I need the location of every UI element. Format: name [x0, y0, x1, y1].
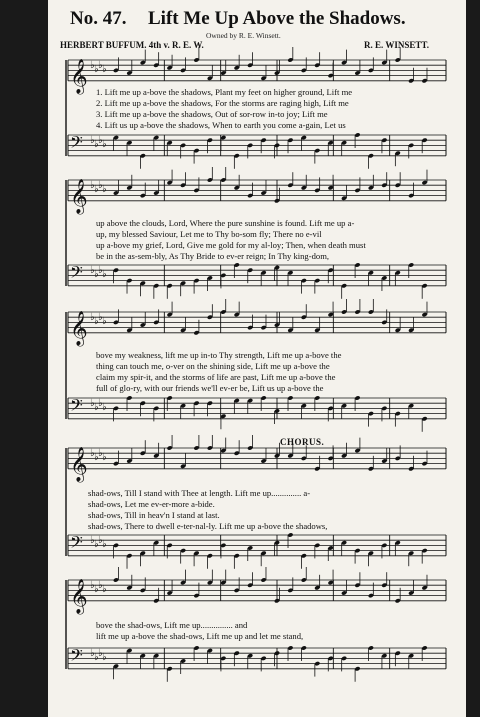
treble-clef: 𝄞	[70, 578, 88, 614]
lyric-line-2: lift me up a-bove the shad-ows, Lift me up and let me stand,	[96, 631, 304, 641]
flat-sign: ♭	[102, 652, 107, 663]
flat-sign: ♭	[94, 269, 99, 280]
lyric-verse-2: 2. Lift me up a-bove the shadows, For the storms are raging high, Lift me	[96, 98, 349, 108]
music-credit: R. E. WINSETT.	[364, 40, 429, 50]
flat-sign: ♭	[102, 269, 107, 280]
flat-sign: ♭	[98, 265, 103, 276]
words-credit: HERBERT BUFFUM. 4th v. R. E. W.	[60, 40, 204, 50]
flat-sign: ♭	[98, 60, 103, 71]
flat-sign: ♭	[102, 64, 107, 75]
flat-sign: ♭	[94, 652, 99, 663]
hymn-number: No. 47.	[70, 8, 127, 29]
flat-sign: ♭	[94, 64, 99, 75]
flat-sign: ♭	[94, 316, 99, 327]
lyric-verse-3: claim my spir-it, and the storms of life are past, Lift me up a-bove the	[96, 372, 336, 382]
treble-clef: 𝄞	[70, 310, 88, 346]
treble-clef: 𝄞	[70, 178, 88, 214]
flat-sign: ♭	[102, 539, 107, 550]
lyric-verse-3: 3. Lift me up a-bove the shadows, Out of sor-row in-to joy; Lift me	[96, 109, 328, 119]
flat-sign: ♭	[102, 452, 107, 463]
lyric-verse-4: 4. Lift us up a-bove the shadows, When to earth you come a-gain, Let us	[96, 120, 346, 130]
lyric-verse-3: up a-bove my grief, Lord, Give me gold for my al-loy; Then, when death must	[96, 240, 366, 250]
flat-sign: ♭	[98, 398, 103, 409]
lyric-line-1: bove the shad-ows, Lift me up............... and	[96, 620, 248, 630]
lyric-verse-4: shad-ows, There to dwell e-ter-nal-ly. Lift me up a-bove the shadows,	[88, 521, 328, 531]
copyright-owner: Owned by R. E. Winsett.	[206, 31, 281, 40]
flat-sign: ♭	[98, 535, 103, 546]
lyric-verse-2: shad-ows, Let me ev-er-more a-bide.	[88, 499, 215, 509]
flat-sign: ♭	[98, 180, 103, 191]
flat-sign: ♭	[90, 448, 95, 459]
flat-sign: ♭	[98, 448, 103, 459]
flat-sign: ♭	[90, 265, 95, 276]
lyric-verse-2: up, my blessed Saviour, Let me to Thy bo-som fly; There no e-vil	[96, 229, 322, 239]
flat-sign: ♭	[102, 184, 107, 195]
lyric-verse-3: shad-ows, Till in heav'n I stand at last.	[88, 510, 220, 520]
bass-clef: 𝄢	[70, 262, 83, 286]
flat-sign: ♭	[94, 584, 99, 595]
flat-sign: ♭	[90, 648, 95, 659]
flat-sign: ♭	[102, 402, 107, 413]
chorus-label: CHORUS.	[280, 437, 325, 447]
flat-sign: ♭	[98, 312, 103, 323]
lyric-verse-4: full of glo-ry, with our friends we'll ev-er be, Lift us up a-bove the	[96, 383, 324, 393]
bass-clef: 𝄢	[70, 645, 83, 669]
treble-clef: 𝄞	[70, 446, 88, 482]
flat-sign: ♭	[98, 648, 103, 659]
flat-sign: ♭	[94, 184, 99, 195]
flat-sign: ♭	[94, 139, 99, 150]
flat-sign: ♭	[102, 139, 107, 150]
flat-sign: ♭	[90, 135, 95, 146]
flat-sign: ♭	[94, 452, 99, 463]
flat-sign: ♭	[90, 580, 95, 591]
hymn-title: Lift Me Up Above the Shadows.	[148, 8, 406, 29]
treble-clef: 𝄞	[70, 58, 88, 94]
lyric-verse-4: be in the as-sem-bly, As Thy Bride to ev-er reign; In Thy king-dom,	[96, 251, 330, 261]
flat-sign: ♭	[90, 60, 95, 71]
hymn-page	[48, 0, 466, 717]
flat-sign: ♭	[90, 180, 95, 191]
flat-sign: ♭	[90, 312, 95, 323]
flat-sign: ♭	[102, 316, 107, 327]
bass-clef: 𝄢	[70, 132, 83, 156]
flat-sign: ♭	[90, 535, 95, 546]
lyric-verse-1: 1. Lift me up a-bove the shadows, Plant my feet on higher ground, Lift me	[96, 87, 353, 97]
flat-sign: ♭	[98, 580, 103, 591]
flat-sign: ♭	[94, 402, 99, 413]
flat-sign: ♭	[98, 135, 103, 146]
bass-clef: 𝄢	[70, 395, 83, 419]
flat-sign: ♭	[94, 539, 99, 550]
flat-sign: ♭	[102, 584, 107, 595]
lyric-verse-2: thing can touch me, o-ver on the shining side, Lift me up a-bove the	[96, 361, 330, 371]
bass-clef: 𝄢	[70, 532, 83, 556]
lyric-verse-1: shad-ows, Till I stand with Thee at length. Lift me up.............. a-	[88, 488, 311, 498]
lyric-verse-1: up above the clouds, Lord, Where the pure sunshine is found. Lift me up a-	[96, 218, 355, 228]
lyric-verse-1: bove my weakness, lift me up in-to Thy strength, Lift me up a-bove the	[96, 350, 342, 360]
flat-sign: ♭	[90, 398, 95, 409]
